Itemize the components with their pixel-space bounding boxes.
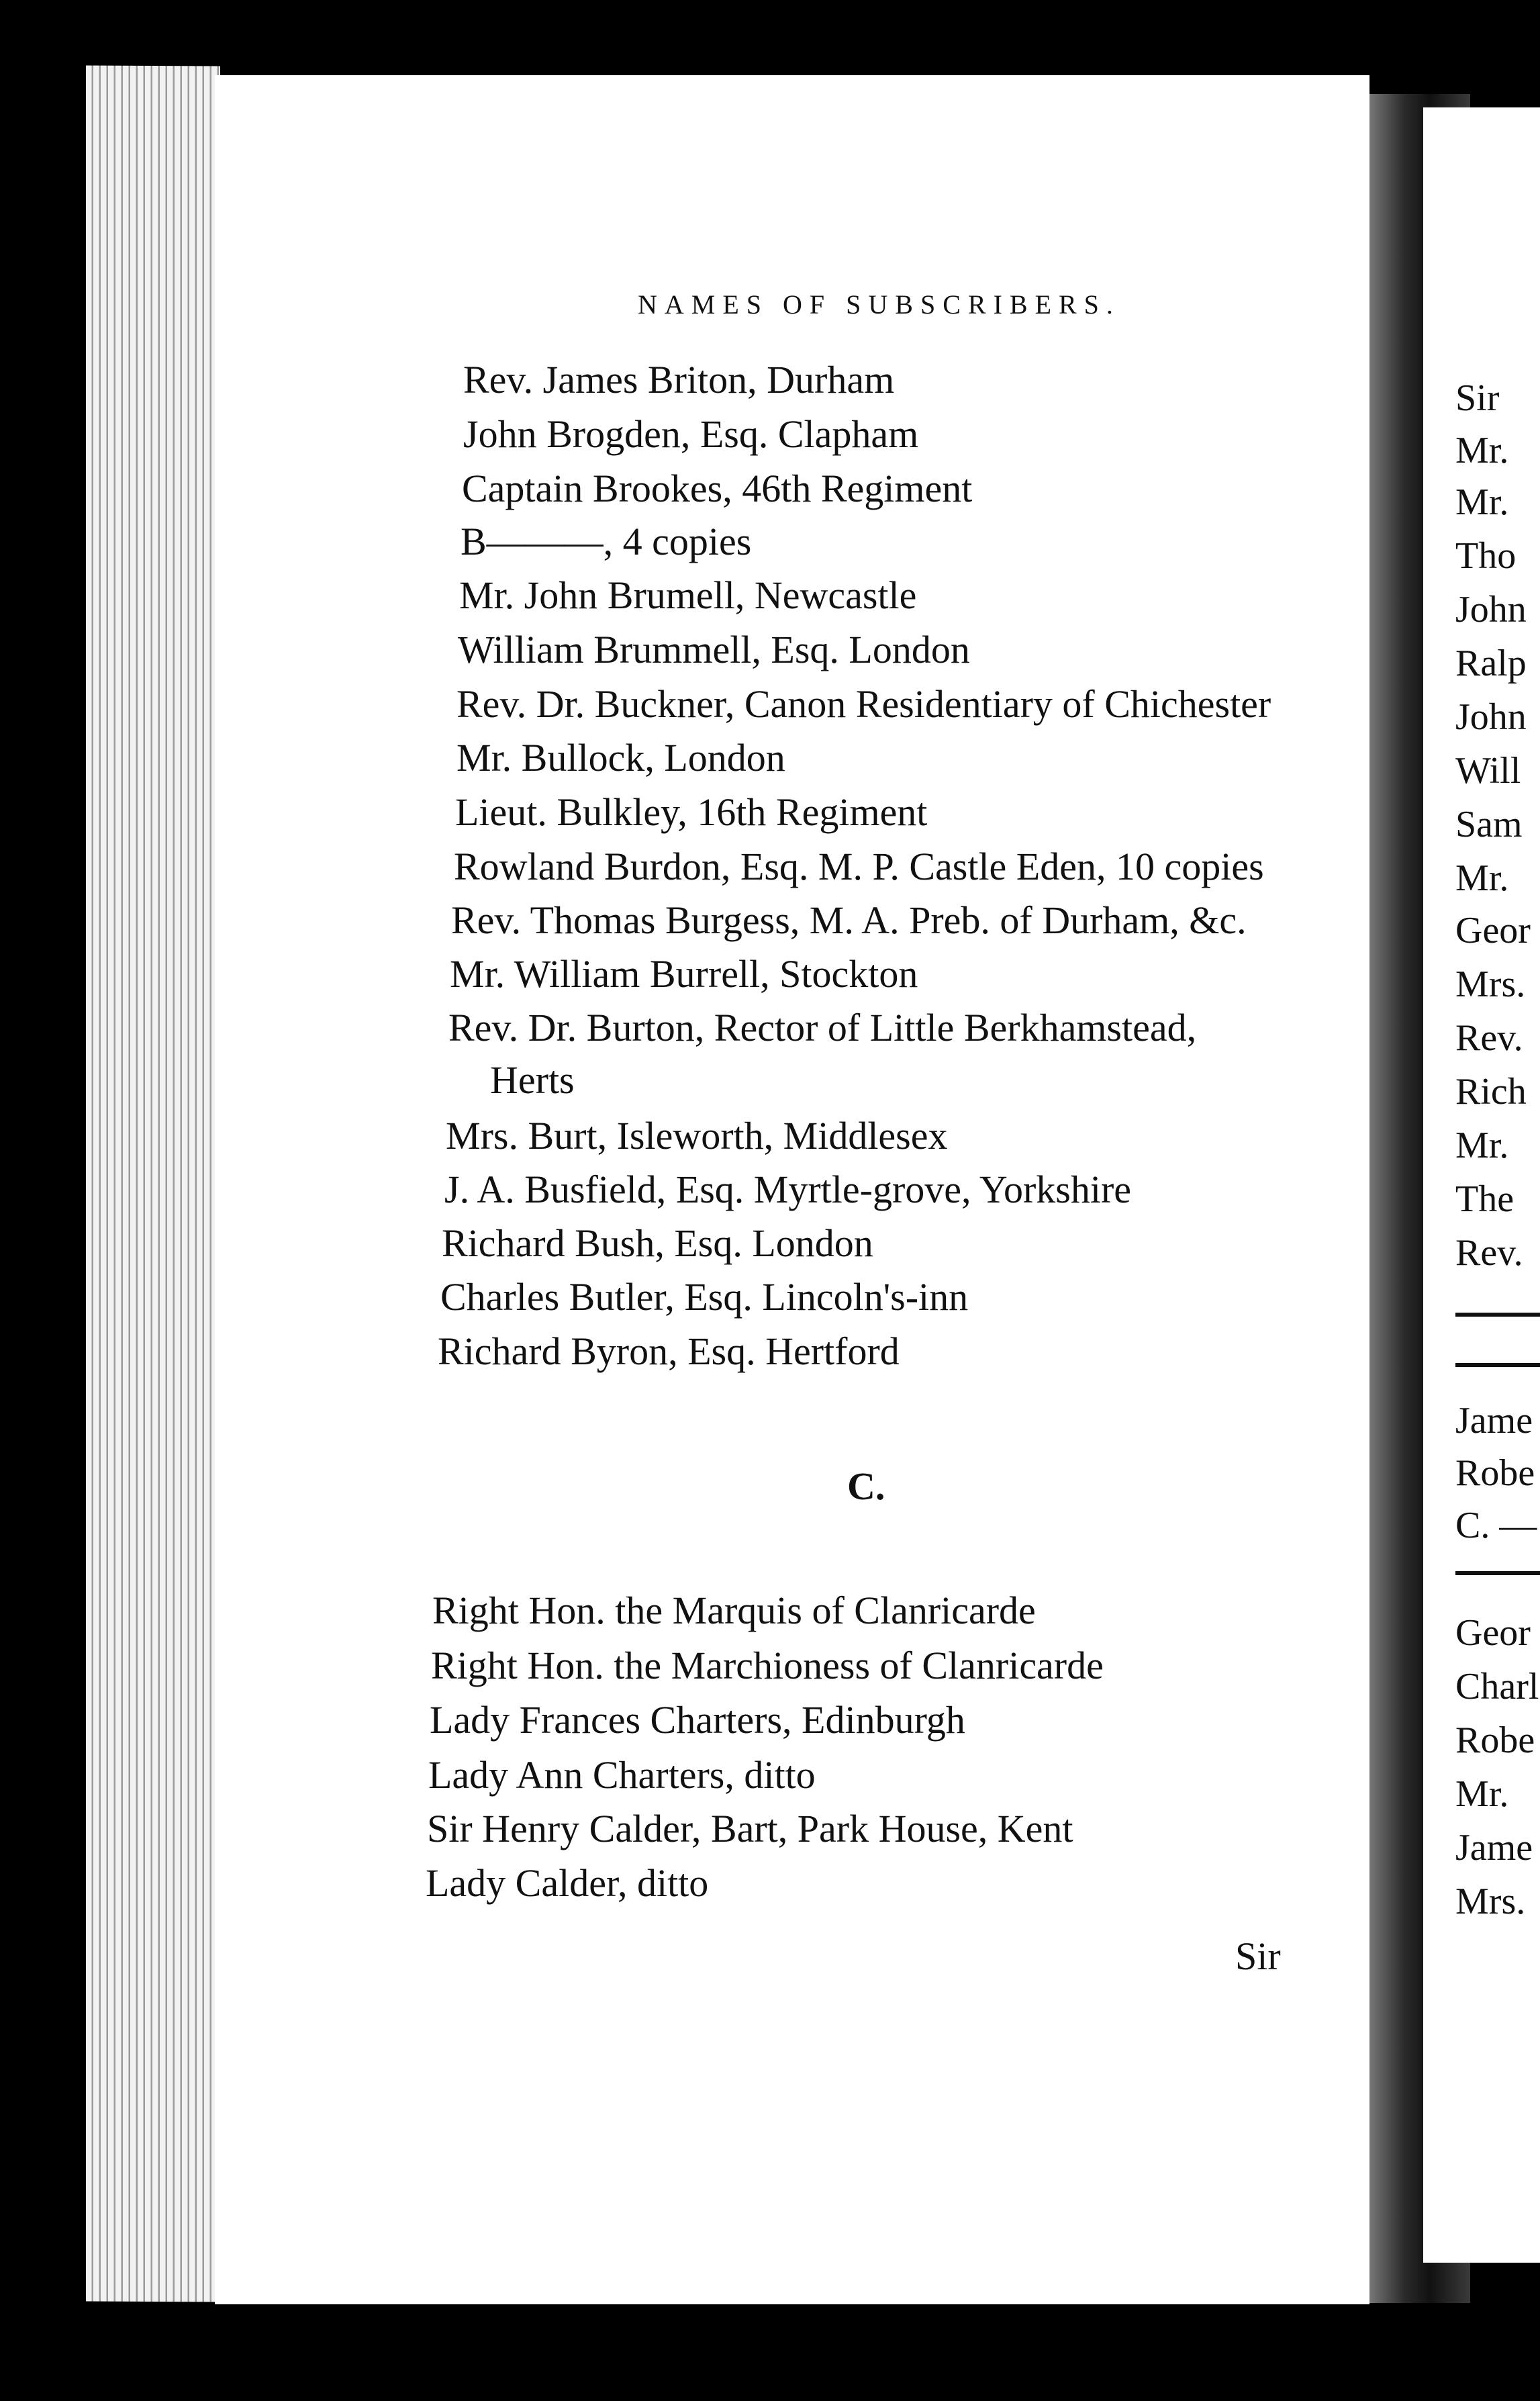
right-page-fragment: Jame [1455,1827,1533,1869]
subscriber-entry: Charles Butler, Esq. Lincoln's-inn [440,1275,969,1319]
rule-line [1455,1571,1540,1575]
right-page-fragment: Sam [1455,804,1523,845]
page-edges [86,65,220,2302]
right-page-fragment: Robe [1455,1720,1535,1761]
subscriber-entry: Mr. William Burrell, Stockton [450,952,918,996]
right-page-fragment: Charl [1455,1666,1539,1707]
right-page-fragment: C. — [1455,1505,1537,1546]
right-page-fragment: Mrs. [1455,963,1526,1005]
right-page-fragment: Mr. [1455,1125,1509,1166]
right-page-fragment: John [1455,696,1527,738]
section-letter: C. [847,1464,885,1508]
subscriber-entry: Mr. Bullock, London [456,736,785,780]
right-page-fragment: Rich [1455,1071,1527,1113]
right-page-fragment: Sir [1455,377,1500,419]
right-page-fragment: Tho [1455,535,1517,577]
subscriber-entry-continuation: Herts [490,1058,575,1102]
running-header: NAMES OF SUBSCRIBERS. [638,289,1120,320]
right-page-fragment: Jame [1455,1400,1533,1442]
subscriber-entry: J. A. Busfield, Esq. Myrtle-grove, Yorkshire [444,1168,1132,1211]
subscriber-entry: Captain Brookes, 46th Regiment [462,467,973,510]
subscriber-entry: William Brummell, Esq. London [458,628,970,671]
subscriber-entry: Lady Frances Charters, Edinburgh [430,1698,965,1742]
right-page-fragment: Ralp [1455,643,1527,684]
subscriber-entry: B———, 4 copies [461,520,752,563]
right-page-fragment: Rev. [1455,1017,1523,1059]
subscriber-entry: Rev. Thomas Burgess, M. A. Preb. of Durham, &c. [451,898,1247,942]
subscriber-entry: Rev. Dr. Burton, Rector of Little Berkhamstead, [448,1006,1197,1049]
subscriber-entry: Mrs. Burt, Isleworth, Middlesex [446,1114,948,1158]
right-page-fragment: Will [1455,750,1521,792]
right-page-fragment: Mrs. [1455,1881,1526,1922]
right-page-fragment: Geor [1455,910,1531,951]
subscriber-entry: Richard Byron, Esq. Hertford [438,1329,900,1373]
rule-line [1455,1363,1540,1367]
subscriber-entry: Right Hon. the Marchioness of Clanricarde [431,1644,1104,1687]
right-page-fragment: Geor [1455,1612,1531,1654]
right-page-fragment: Mr. [1455,857,1509,899]
catchword: Sir [1235,1934,1281,1978]
subscriber-entry: Sir Henry Calder, Bart, Park House, Kent [427,1807,1073,1850]
subscriber-entry: Richard Bush, Esq. London [442,1221,873,1265]
subscriber-entry: Mr. John Brumell, Newcastle [459,573,917,617]
subscriber-entry: Lady Calder, ditto [426,1861,709,1905]
subscriber-entry: Rev. James Briton, Durham [463,358,895,402]
subscriber-entry: John Brogden, Esq. Clapham [463,412,919,456]
right-page-fragment: Robe [1455,1452,1535,1494]
rule-line [1455,1313,1540,1317]
right-page-fragment: John [1455,589,1527,630]
subscriber-entry: Lady Ann Charters, ditto [428,1753,816,1797]
right-page-fragment: The [1455,1178,1514,1220]
subscriber-entry: Right Hon. the Marquis of Clanricarde [432,1589,1036,1632]
right-page-fragment: Mr. [1455,1773,1509,1815]
right-page-fragment: Rev. [1455,1232,1523,1274]
right-page-fragment: Mr. [1455,430,1509,471]
subscriber-entry: Rowland Burdon, Esq. M. P. Castle Eden, 10 copies [454,845,1264,888]
subscriber-entry: Lieut. Bulkley, 16th Regiment [455,790,928,834]
right-page-fragment: Mr. [1455,481,1509,523]
subscriber-entry: Rev. Dr. Buckner, Canon Residentiary of Chichester [456,682,1271,726]
